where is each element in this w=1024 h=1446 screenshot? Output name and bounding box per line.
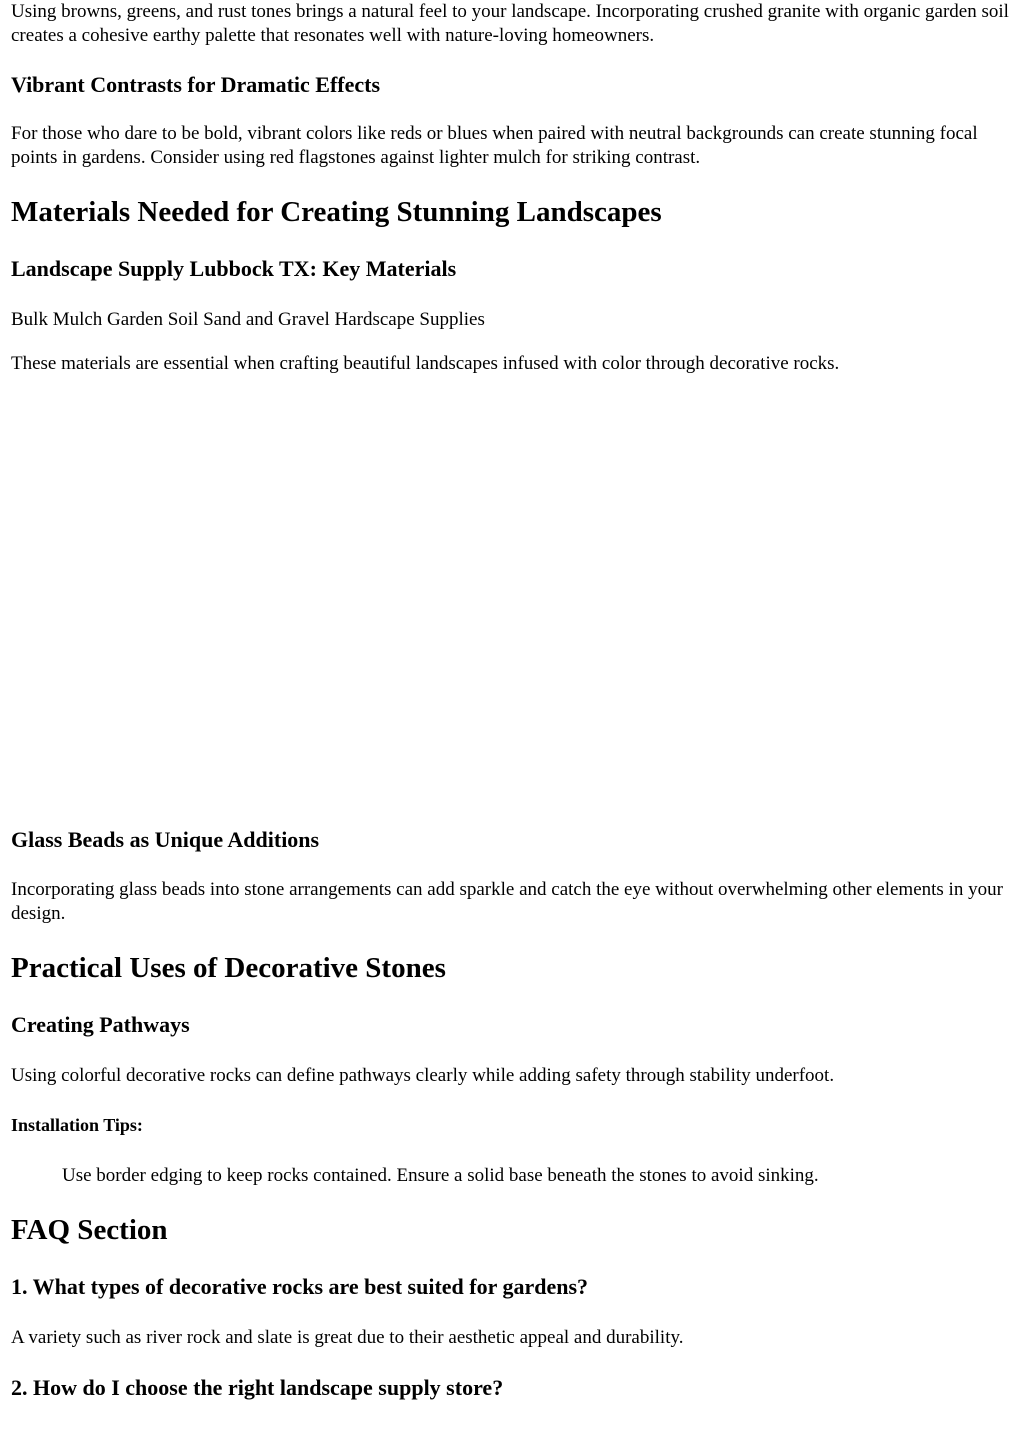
- key-materials-paragraph: These materials are essential when crafting beautiful landscapes infused with color through decorative rocks.: [11, 353, 840, 374]
- practical-uses-heading: Practical Uses of Decorative Stones: [11, 952, 446, 984]
- installation-tips-list: Use border edging to keep rocks contained. Ensure a solid base beneath the stones to avoid sinking.: [62, 1165, 819, 1186]
- vibrant-contrasts-heading: Vibrant Contrasts for Dramatic Effects: [11, 72, 381, 97]
- glass-beads-heading: Glass Beads as Unique Additions: [11, 827, 320, 852]
- key-materials-list: Bulk Mulch Garden Soil Sand and Gravel Hardscape Supplies: [11, 309, 485, 330]
- blank-image-area: [11, 392, 1019, 812]
- vibrant-contrasts-paragraph: For those who dare to be bold, vibrant colors like reds or blues when paired with neutral backgrounds can create stunning focal points in gardens. Consider using red flagstones against lighter mulch for striking contrast.: [11, 123, 978, 168]
- creating-pathways-paragraph: Using colorful decorative rocks can define pathways clearly while adding safety through stability underfoot.: [11, 1065, 835, 1086]
- faq-answer-1: A variety such as river rock and slate is great due to their aesthetic appeal and durability.: [11, 1327, 684, 1348]
- materials-heading: Materials Needed for Creating Stunning Landscapes: [11, 196, 662, 228]
- key-materials-heading: Landscape Supply Lubbock TX: Key Materials: [11, 256, 457, 281]
- faq-heading: FAQ Section: [11, 1214, 168, 1246]
- creating-pathways-heading: Creating Pathways: [11, 1012, 190, 1037]
- installation-tips-heading: Installation Tips:: [11, 1115, 143, 1135]
- faq-question-2: 2. How do I choose the right landscape supply store?: [11, 1375, 504, 1400]
- intro-paragraph: Using browns, greens, and rust tones brings a natural feel to your landscape. Incorporating crushed granite with organic garden soil creates a cohesive earthy palette that resonates well with nature-loving homeowners.: [11, 1, 1009, 46]
- glass-beads-paragraph: Incorporating glass beads into stone arrangements can add sparkle and catch the eye without overwhelming other elements in your design.: [11, 879, 1003, 924]
- faq-question-1: 1. What types of decorative rocks are best suited for gardens?: [11, 1274, 589, 1299]
